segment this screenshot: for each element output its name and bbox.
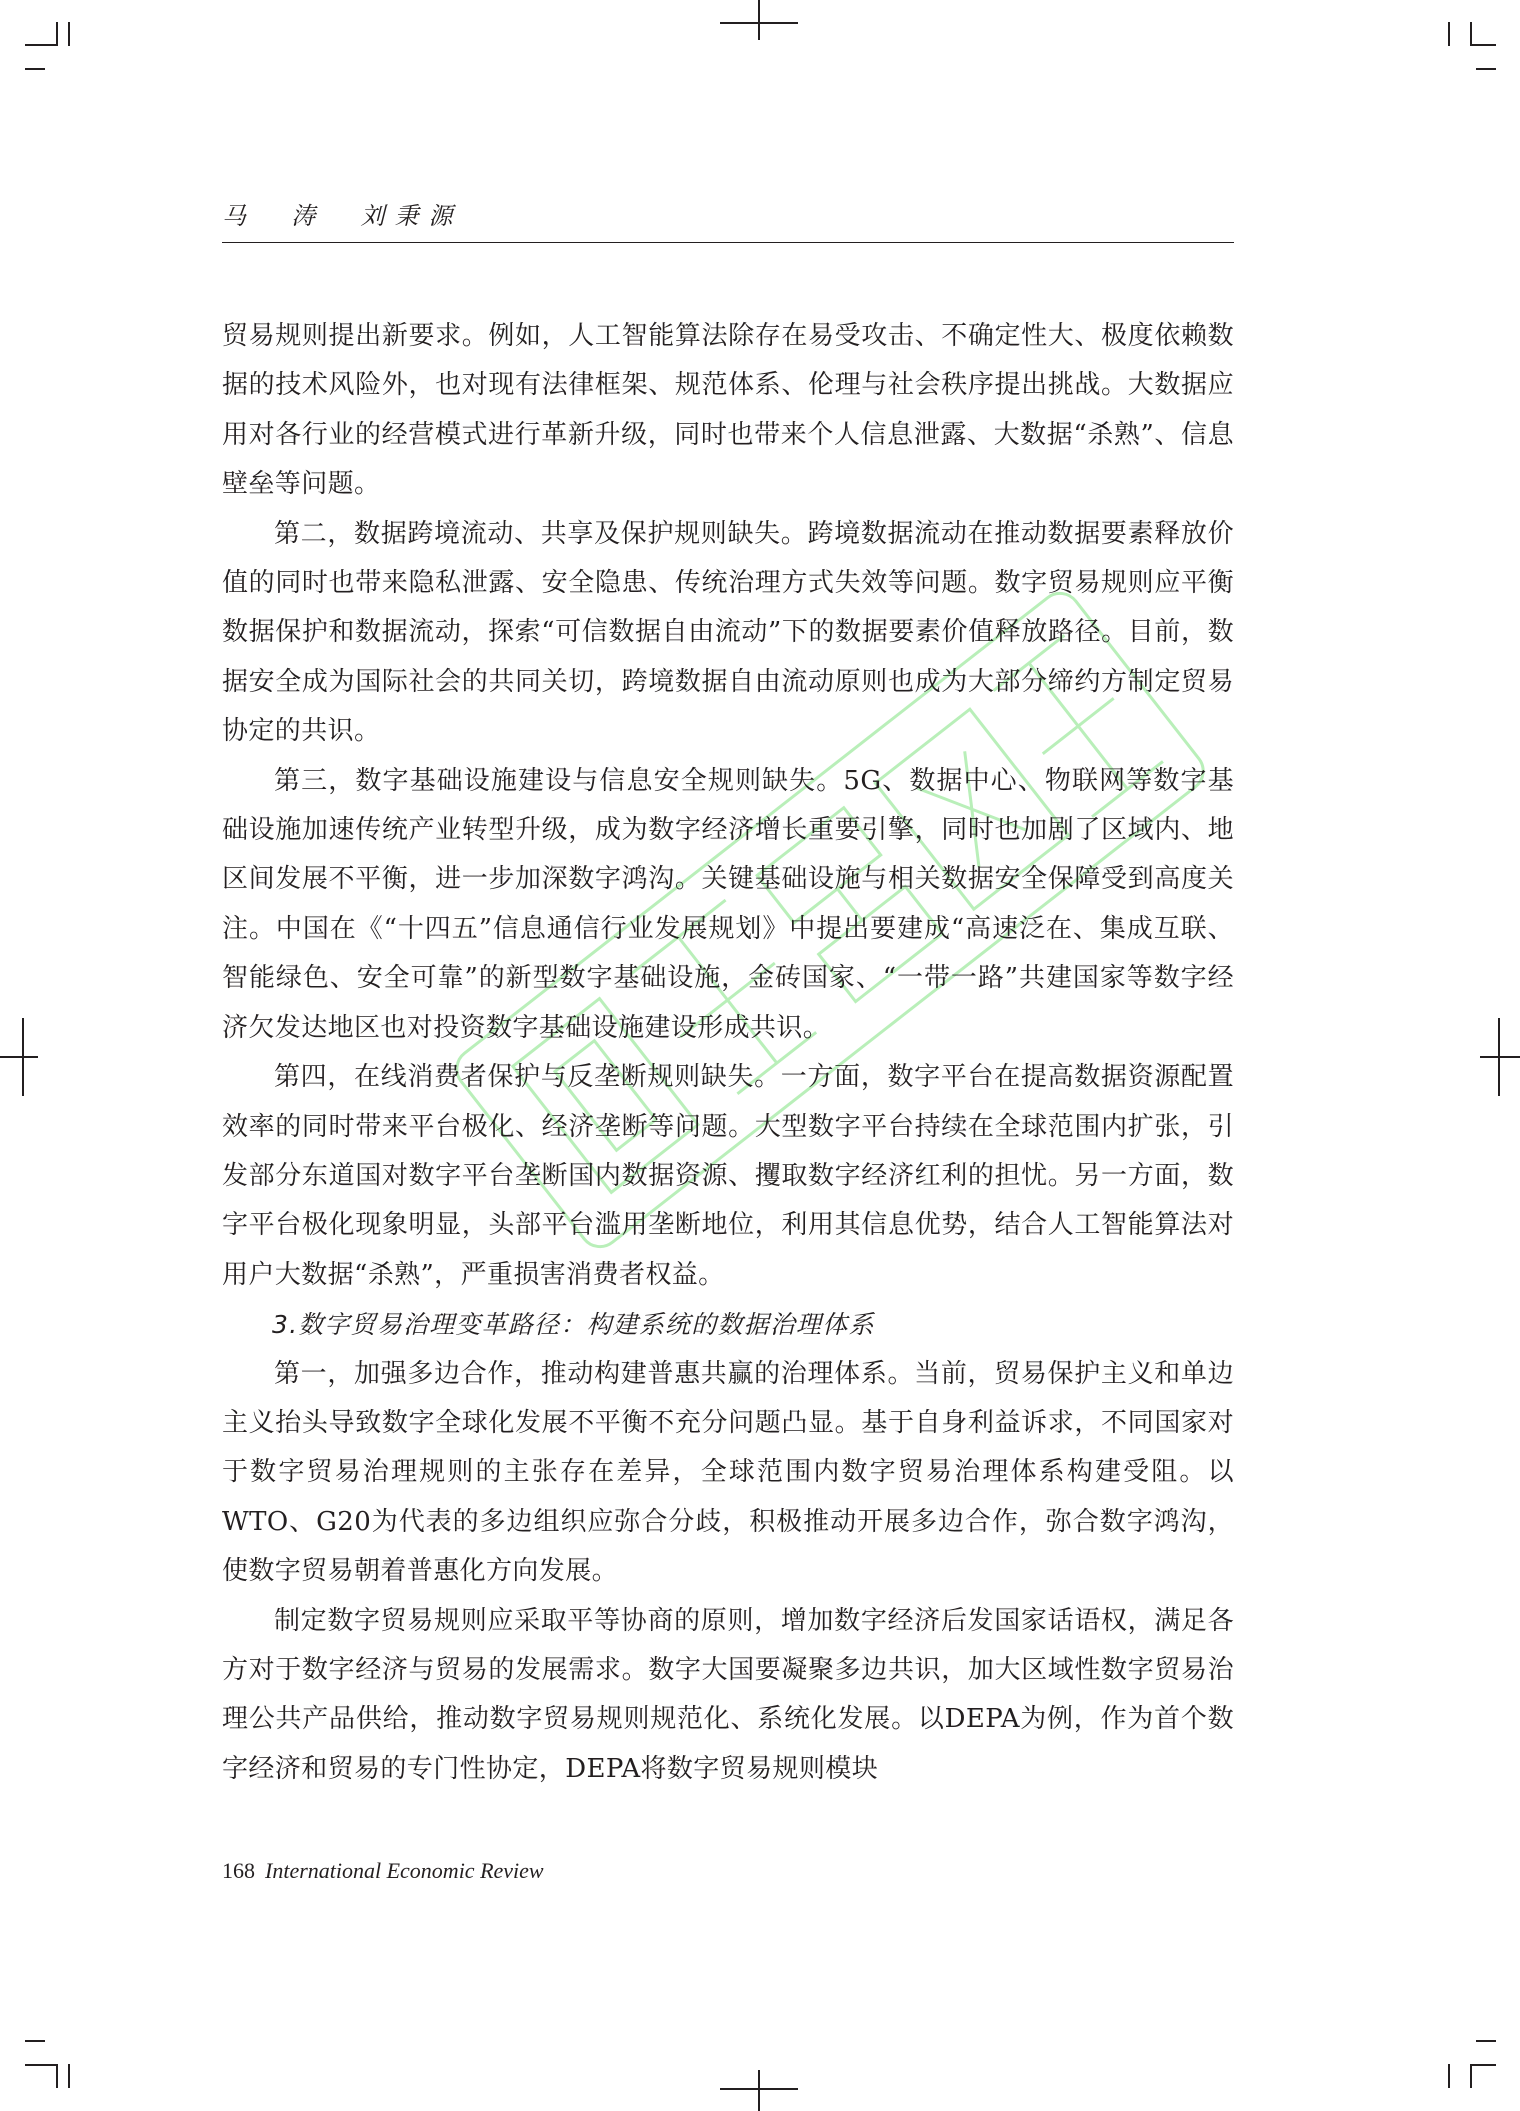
- crop-mark-top-right-v2: [1470, 22, 1472, 46]
- crop-mark-top-left-v2: [68, 22, 70, 46]
- crop-mark-top-center-v: [758, 0, 760, 40]
- paragraph: 第四，在线消费者保护与反垄断规则缺失。一方面，数字平台在提高数据资源配置效率的同时带来平台极化、经济垄断等问题。大型数字平台持续在全球范围内扩张，引发部分东道国对数字平台垄断国内数据资源、攫取数字经济红利的担忧。另一方面，数字平台极化现象明显，头部平台滥用垄断地位，利用其信息优势，结合人工智能算法对用户大数据“杀熟”，严重损害消费者权益。: [222, 1062, 1234, 1290]
- paragraph: 第一，加强多边合作，推动构建普惠共赢的治理体系。当前，贸易保护主义和单边主义抬头导致数字全球化发展不平衡不充分问题凸显。基于自身利益诉求，不同国家对于数字贸易治理规则的主张存在差异，全球范围内数字贸易治理体系构建受阻。以WTO、G20为代表的多边组织应弥合分歧，积极推动开展多边合作，弥合数字鸿沟，使数字贸易朝着普惠化方向发展。: [222, 1358, 1234, 1587]
- paragraph: 贸易规则提出新要求。例如，人工智能算法除存在易受攻击、不确定性大、极度依赖数据的技术风险外，也对现有法律框架、规范体系、伦理与社会秩序提出挑战。大数据应用对各行业的经营模式进行革新升级，同时也带来个人信息泄露、大数据“杀熟”、信息壁垒等问题。: [222, 321, 1234, 500]
- crop-mark-top-right-v: [1448, 22, 1450, 46]
- crop-mark-top-left-h2: [25, 68, 45, 70]
- journal-title: International Economic Review: [265, 1858, 544, 1883]
- section-subheading: 3.数字贸易治理变革路径：构建系统的数据治理体系: [272, 1310, 875, 1340]
- crop-mark-mid-left-h: [0, 1056, 38, 1058]
- crop-mark-bottom-left-v2: [68, 2064, 70, 2088]
- crop-mark-bottom-center-v: [758, 2070, 760, 2111]
- crop-mark-top-right-h2: [1476, 68, 1496, 70]
- running-header: [222, 196, 1234, 243]
- header-authors: 马 涛 刘秉源: [222, 202, 463, 230]
- paragraph: 制定数字贸易规则应采取平等协商的原则，增加数字经济后发国家话语权，满足各方对于数字经济与贸易的发展需求。数字大国要凝聚多边共识，加大区域性数字贸易治理公共产品供给，推动数字贸易规则规范化、系统化发展。以DEPA为例，作为首个数字经济和贸易的专门性协定，DEPA将数字贸易规则模块: [222, 1605, 1234, 1784]
- paragraph: 第三，数字基础设施建设与信息安全规则缺失。5G、数据中心、物联网等数字基础设施加速传统产业转型升级，成为数字经济增长重要引擎，同时也加剧了区域内、地区间发展不平衡，进一步加深数字鸿沟。关键基础设施与相关数据安全保障受到高度关注。中国在《“十四五”信息通信行业发展规划》中提出要建成“高速泛在、集成互联、智能绿色、安全可靠”的新型数字基础设施，金砖国家、“一带一路”共建国家等数字经济欠发达地区也对投资数字基础设施建设形成共识。: [222, 765, 1234, 1043]
- crop-mark-bottom-left-v: [56, 2064, 58, 2088]
- crop-mark-mid-right-h: [1480, 1056, 1520, 1058]
- crop-mark-mid-right-v: [1498, 1018, 1500, 1096]
- page-footer: [222, 1858, 544, 1884]
- crop-mark-top-left-h: [25, 44, 57, 46]
- crop-mark-bottom-right-v: [1448, 2064, 1450, 2088]
- article-body: [222, 312, 1234, 1794]
- page-number: 168: [222, 1858, 255, 1883]
- crop-mark-bottom-right-h2: [1470, 2064, 1496, 2066]
- crop-mark-mid-left-v: [22, 1018, 24, 1096]
- crop-mark-top-left-v: [56, 22, 58, 46]
- crop-mark-bottom-left-h: [25, 2040, 45, 2042]
- paragraph: 第二，数据跨境流动、共享及保护规则缺失。跨境数据流动在推动数据要素释放价值的同时也带来隐私泄露、安全隐患、传统治理方式失效等问题。数字贸易规则应平衡数据保护和数据流动，探索“可信数据自由流动”下的数据要素价值释放路径。目前，数据安全成为国际社会的共同关切，跨境数据自由流动原则也成为大部分缔约方制定贸易协定的共识。: [222, 518, 1234, 747]
- crop-mark-bottom-right-v2: [1470, 2064, 1472, 2088]
- crop-mark-top-right-h: [1470, 44, 1496, 46]
- crop-mark-bottom-left-h2: [25, 2064, 57, 2066]
- crop-mark-bottom-right-h: [1476, 2040, 1496, 2042]
